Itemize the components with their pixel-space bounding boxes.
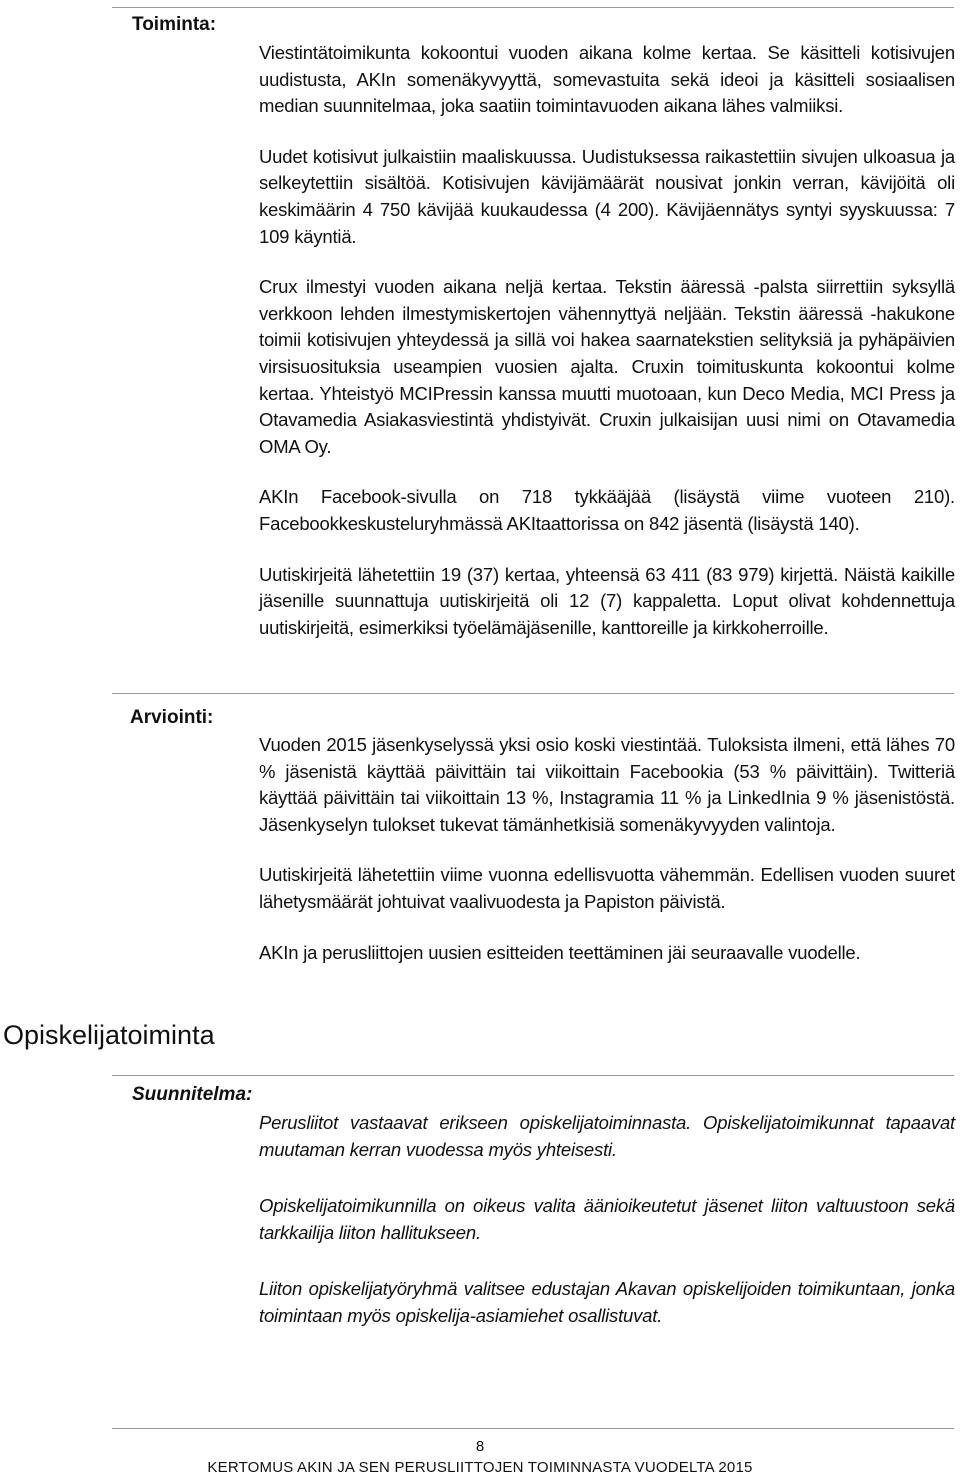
section-label-suunnitelma: Suunnitelma: bbox=[132, 1084, 253, 1105]
paragraph: Viestintätoimikunta kokoontui vuoden aikana kolme kertaa. Se käsitteli kotisivujen uudistusta, AKIn somenäkyvyyttä, somevastuita sekä ideoi ja käsitteli sosiaalisen median suunnitelmaa, joka saatiin toimintavuoden aikana lähes valmiiksi. bbox=[259, 42, 955, 117]
arviointi-body bbox=[259, 732, 955, 990]
page-number: 8 bbox=[475, 1438, 485, 1455]
paragraph: Uudet kotisivut julkaistiin maaliskuussa. Uudistuksessa raikastettiin sivujen ulkoasua ja selkeytettiin sisältöä. Kotisivujen kävijämäärät nousivat jonkin verran, kävijöitä oli keskimäärin 4 750 kävijää kuukaudessa (4 200). Kävijäennätys syntyi syyskuussa: 7 109 käyntiä. bbox=[259, 145, 955, 247]
paragraph: Uutiskirjeitä lähetettiin viime vuonna edellisvuotta vähemmän. Edellisen vuoden suuret lähetysmäärät johtuivat vaalivuodesta ja Papiston päivistä. bbox=[259, 864, 955, 912]
paragraph: Perusliitot vastaavat erikseen opiskelijatoiminnasta. Opiskelijatoimikunnat tapaavat muutaman kerran vuodessa myös yhteisesti. bbox=[259, 1112, 955, 1160]
paragraph: Opiskelijatoimikunnilla on oikeus valita äänioikeutetut jäsenet liiton valtuustoon sekä tarkkailija liiton hallitukseen. bbox=[259, 1195, 955, 1243]
paragraph: Crux ilmestyi vuoden aikana neljä kertaa. Tekstin ääressä -palsta siirrettiin syksyllä verkkoon lehden ilmestymiskertojen vähennyttyä neljään. Tekstin ääressä -hakukone toimii kotisivujen yhteydessä ja sillä voi hakea saarnatekstien selityksiä ja pyhäpäivien virsisuosituksia useampien vuosien ajalta. Cruxin toimituskunta kokoontui kolme kertaa. Yhteistyö MCIPressin kanssa muutti muotoaan, kun Deco Media, MCI Press ja Otavamedia Asiakasviestintä yhdistyivät. Cruxin julkaisijan uusi nimi on Otavamedia OMA Oy. bbox=[259, 276, 955, 457]
divider bbox=[112, 693, 954, 694]
paragraph: AKIn ja perusliittojen uusien esitteiden teettäminen jäi seuraavalle vuodelle. bbox=[259, 941, 861, 963]
paragraph: Uutiskirjeitä lähetettiin 19 (37) kertaa, yhteensä 63 411 (83 979) kirjettä. Näistä kaikille jäsenille suunnattuja uutiskirjeitä oli 12 (7) kappaletta. Loput olivat kohdennettuja uutiskirjeitä, esimerkiksi työelämäjäsenille, kanttoreille ja kirkkoherroille. bbox=[259, 563, 955, 638]
paragraph: Liiton opiskelijatyöryhmä valitsee edustajan Akavan opiskelijoiden toimikuntaan, jonka toimintaan myös opiskelija-asiamiehet osallistuvat. bbox=[259, 1278, 955, 1326]
suunnitelma-body bbox=[259, 1110, 955, 1360]
paragraph: AKIn Facebook-sivulla on 718 tykkääjää (lisäystä viime vuoteen 210). Facebookkeskusteluryhmässä AKItaattorissa on 842 jäsentä (lisäystä 140). bbox=[259, 486, 955, 534]
paragraph: Vuoden 2015 jäsenkyselyssä yksi osio koski viestintää. Tuloksista ilmeni, että lähes 70 % jäsenistä käyttää päivittäin tai viikoittain Facebookia (53 % päivittäin). Twitteriä käyttää päivittäin tai viikoittain 13 %, Instagramia 11 % ja LinkedInia 9 % jäsenistöstä. Jäsenkyselyn tulokset tukevat tämänhetkisiä somenäkyvyyden valintoja. bbox=[259, 734, 955, 835]
footer-divider bbox=[112, 1428, 954, 1429]
divider bbox=[112, 1075, 954, 1076]
toiminta-body bbox=[259, 40, 955, 665]
section-label-arviointi: Arviointi: bbox=[130, 707, 214, 728]
divider bbox=[112, 7, 954, 8]
section-label-toiminta: Toiminta: bbox=[132, 14, 217, 35]
section-heading-opiskelijatoiminta: Opiskelijatoiminta bbox=[3, 1020, 215, 1050]
document-title: KERTOMUS AKIN JA SEN PERUSLIITTOJEN TOIMINNASTA VUODELTA 2015 bbox=[207, 1459, 753, 1476]
